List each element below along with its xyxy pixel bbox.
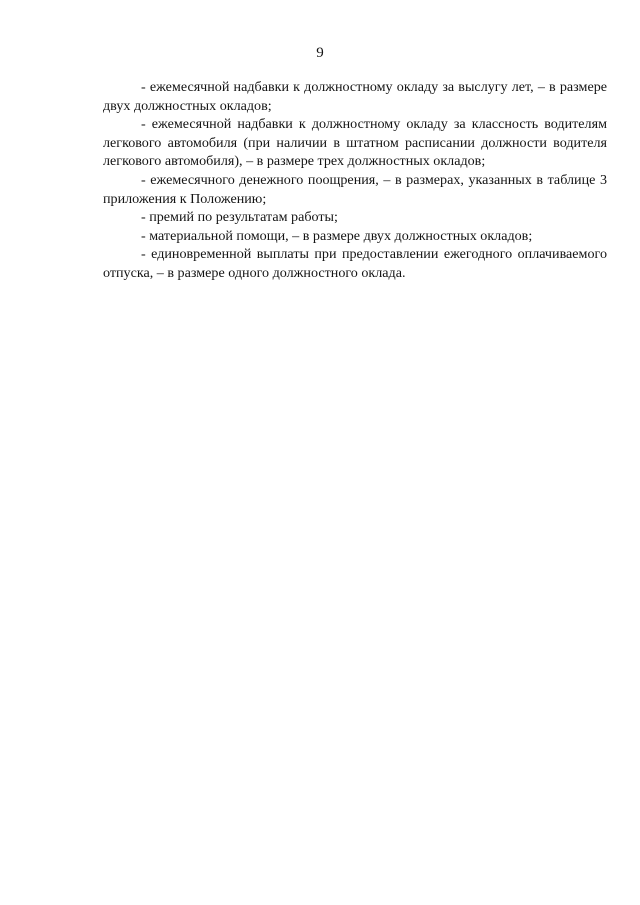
list-item-vacation-payment: - единовременной выплаты при предоставлении ежегодного оплачиваемого отпуска, – в размере одного должностного оклада. [103, 246, 607, 281]
list-item-financial-assistance: - материальной помощи, – в размере двух должностных окладов; [141, 227, 533, 244]
page-number: 9 [316, 45, 324, 61]
list-item-monthly-incentive: - ежемесячного денежного поощрения, – в размерах, указанных в таблице 3 приложения к Положению; [103, 171, 607, 207]
list-item-performance-bonuses: - премий по результатам работы; [141, 209, 338, 226]
list-item-driver-class-allowance: - ежемесячной надбавки к должностному окладу за классность водителям легкового автомобиля (при наличии в штатном расписании должности водителя легкового автомобиля), – в размере трех должностных окладов; [103, 116, 607, 170]
document-body [103, 78, 607, 283]
list-item-length-of-service-allowance: - ежемесячной надбавки к должностному окладу за выслугу лет, – в размере двух должностных окладов; [103, 79, 607, 114]
